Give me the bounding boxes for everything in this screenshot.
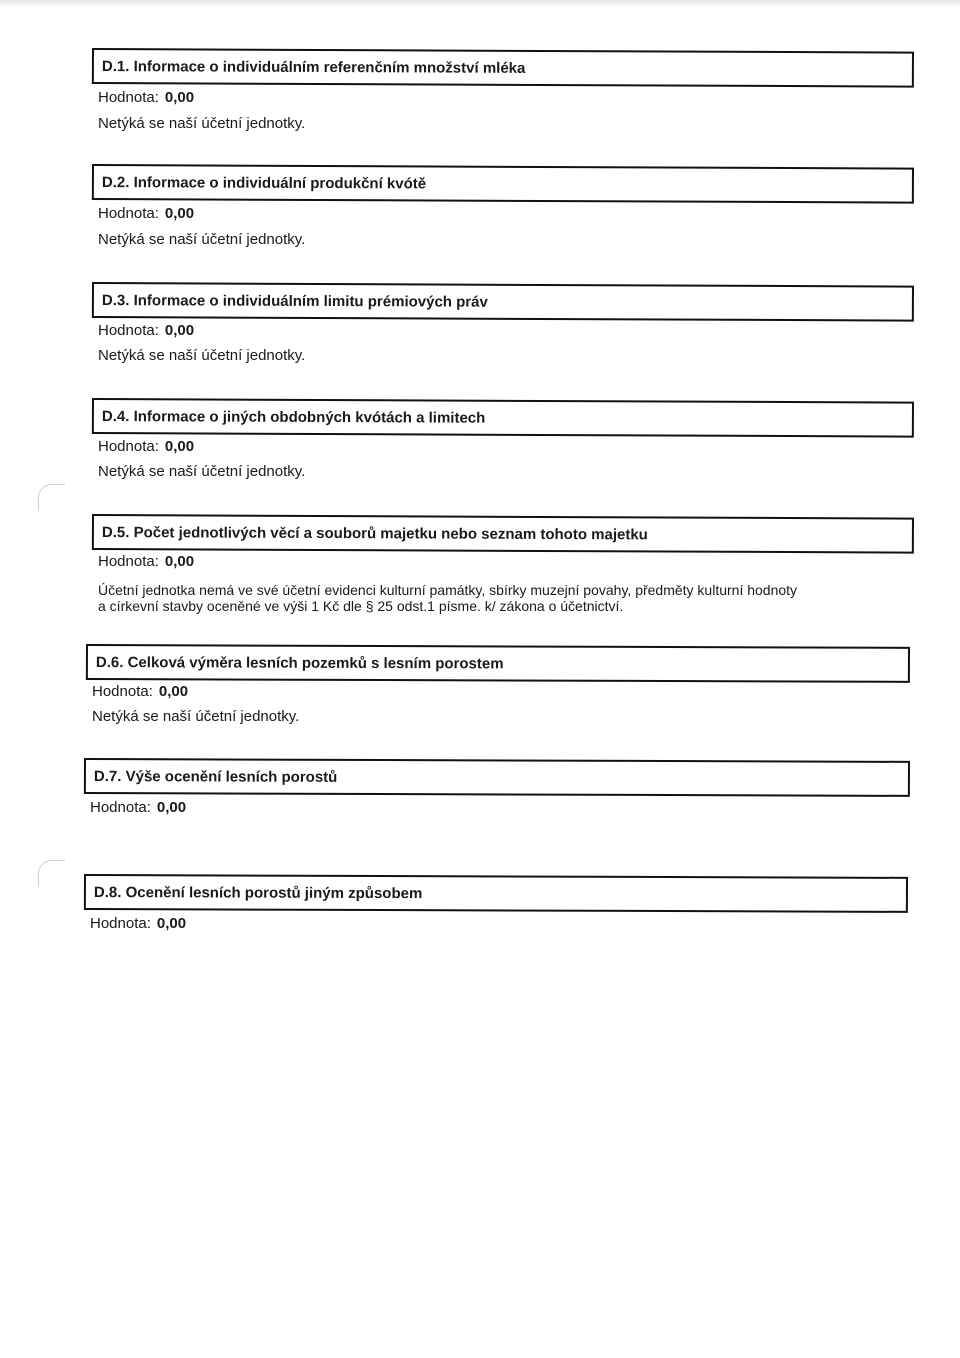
value-label: Hodnota: [90,915,151,932]
section-heading: D.1. Informace o individuálním referenčním množství mléka [101,58,526,77]
value-line [98,322,194,339]
section-heading: D.2. Informace o individuální produkční kvótě [101,174,427,193]
value-label: Hodnota: [98,205,159,222]
scan-edge [0,0,960,8]
value-number: 0,00 [164,438,195,455]
section-heading-box [84,874,908,913]
value-line [98,205,194,222]
value-label: Hodnota: [98,322,159,339]
value-line [98,438,194,455]
value-number: 0,00 [158,683,189,700]
value-number: 0,00 [164,89,195,106]
section-note: Netýká se naší účetní jednotky. [98,115,306,132]
punch-hole-mark [38,484,65,511]
section-heading-box [92,398,914,438]
value-label: Hodnota: [90,799,151,816]
value-line [90,799,186,816]
value-number: 0,00 [164,205,195,222]
section-heading-box [92,48,914,88]
section-note: Netýká se naší účetní jednotky. [92,708,300,725]
section-heading-box [92,514,914,554]
section-note: Netýká se naší účetní jednotky. [98,231,306,248]
section-heading-box [84,758,910,797]
section-heading: D.5. Počet jednotlivých věcí a souborů majetku nebo seznam tohoto majetku [101,524,648,544]
section-heading: D.8. Ocenění lesních porostů jiným způsobem [93,884,423,903]
value-number: 0,00 [156,799,187,816]
section-heading: D.7. Výše ocenění lesních porostů [93,768,338,786]
value-line [90,915,186,932]
value-number: 0,00 [164,553,195,570]
section-heading: D.6. Celková výměra lesních pozemků s lesním porostem [95,654,504,673]
value-line [98,553,194,570]
section-heading-box [92,282,914,322]
section-note-line-1: Účetní jednotka nemá ve své účetní evidenci kulturní památky, sbírky muzejní povahy, předměty kulturní hodnoty [98,582,798,598]
section-heading-box [86,644,910,683]
section-heading: D.3. Informace o individuálním limitu prémiových práv [101,292,488,311]
section-heading-box [92,164,914,204]
section-note-line-2: a církevní stavby oceněné ve výši 1 Kč dle § 25 odst.1 písme. k/ zákona o účetnictví. [98,598,624,614]
section-heading: D.4. Informace o jiných obdobných kvótách a limitech [101,408,486,427]
value-line [98,89,194,106]
value-label: Hodnota: [98,553,159,570]
punch-hole-mark [38,860,65,887]
section-note: Netýká se naší účetní jednotky. [98,463,306,480]
value-number: 0,00 [164,322,195,339]
value-line [92,683,188,700]
value-label: Hodnota: [92,683,153,700]
section-note: Netýká se naší účetní jednotky. [98,347,306,364]
value-number: 0,00 [156,915,187,932]
value-label: Hodnota: [98,89,159,106]
value-label: Hodnota: [98,438,159,455]
